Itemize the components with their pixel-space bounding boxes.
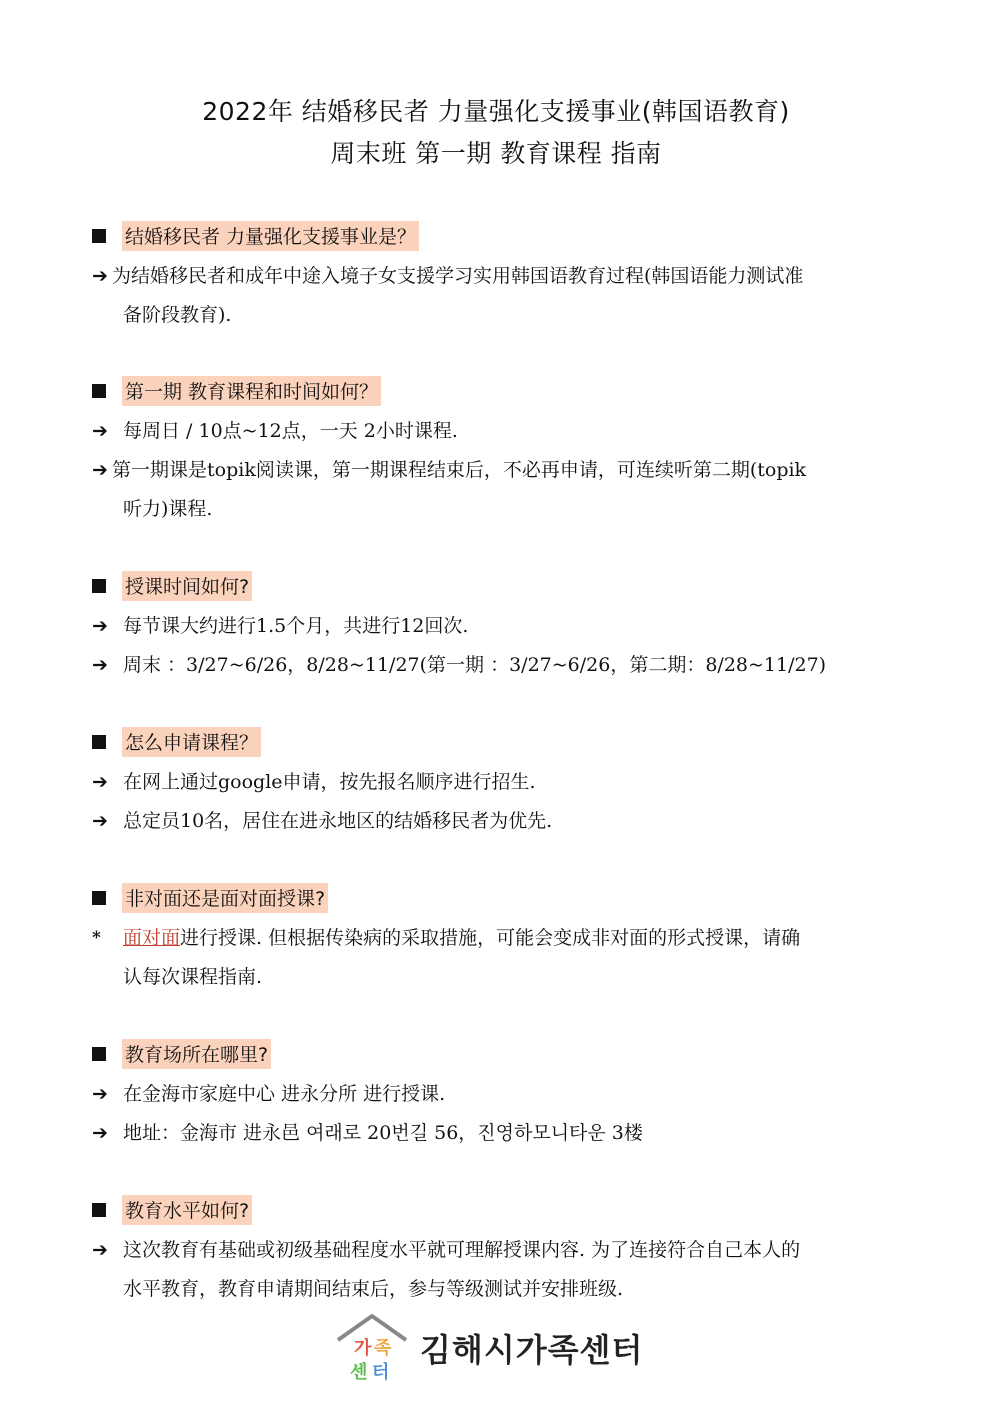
- arrow-icon: ➔: [92, 459, 108, 481]
- section-level: [92, 1195, 912, 1309]
- list-item-text: 周末 ：3/27~6/26，8/28~11/27(第一期 ：3/27~6/26，第二期：8/28~11/27): [123, 654, 827, 676]
- section-heading: [92, 1039, 912, 1069]
- section-heading: [92, 571, 912, 601]
- list-item-text: 地址：金海市 进永邑 여래로 20번길 56，진영하모니타운 3楼: [123, 1122, 643, 1144]
- list-item: [92, 451, 912, 529]
- section-heading-text: 非对面还是面对面授课?: [122, 883, 328, 913]
- arrow-icon: ➔: [92, 1239, 108, 1261]
- list-item-continuation: 水平教育，教育申请期间结束后，参与等级测试并安排班级.: [123, 1278, 624, 1300]
- asterisk-icon: *: [92, 928, 101, 948]
- section-heading-text: 结婚移民者 力量强化支援事业是？: [122, 221, 419, 251]
- arrow-icon: ➔: [92, 810, 108, 832]
- section-heading-text: 教育水平如何?: [122, 1195, 252, 1225]
- section-period: [92, 571, 912, 685]
- arrow-icon: ➔: [92, 1122, 108, 1144]
- section-course-time: [92, 376, 912, 529]
- logo-char: 족: [374, 1338, 392, 1359]
- section-heading: [92, 1195, 912, 1225]
- section-heading-text: 教育场所在哪里?: [122, 1039, 271, 1069]
- document-title-line1: 2022年 结婚移民者 力量强化支援事业(韩国语教育): [202, 97, 790, 126]
- square-bullet-icon: [92, 229, 106, 243]
- list-item: [92, 1114, 912, 1153]
- section-heading: [92, 376, 912, 406]
- square-bullet-icon: [92, 579, 106, 593]
- list-item: [92, 1231, 912, 1309]
- list-item: [92, 763, 912, 802]
- list-item-continuation: 认每次课程指南.: [123, 966, 263, 988]
- square-bullet-icon: [92, 1203, 106, 1217]
- arrow-icon: ➔: [92, 1083, 108, 1105]
- list-item: [92, 1075, 912, 1114]
- square-bullet-icon: [92, 735, 106, 749]
- logo-char: 센: [350, 1362, 368, 1383]
- list-item-text: 在网上通过google申请，按先报名顺序进行招生.: [123, 771, 536, 793]
- section-heading: [92, 883, 912, 913]
- logo-char: 가: [354, 1338, 372, 1359]
- list-item: [92, 646, 912, 685]
- family-center-logo: [332, 1310, 412, 1386]
- arrow-icon: ➔: [92, 265, 108, 287]
- list-item: [92, 607, 912, 646]
- section-heading-text: 授课时间如何?: [122, 571, 252, 601]
- section-location: [92, 1039, 912, 1153]
- section-heading: [92, 221, 912, 251]
- section-heading: [92, 727, 912, 757]
- square-bullet-icon: [92, 1047, 106, 1061]
- document-title-line2: 周末班 第一期 教育课程 指南: [330, 139, 662, 168]
- arrow-icon: ➔: [92, 615, 108, 637]
- house-roof-icon: [332, 1310, 412, 1386]
- emphasis-text: 面对面: [123, 927, 181, 949]
- list-item-text: 进行授课. 但根据传染病的采取措施，可能会变成非对面的形式授课，请确: [180, 927, 801, 949]
- square-bullet-icon: [92, 384, 106, 398]
- list-item-text: 总定员10名，居住在进永地区的结婚移民者为优先.: [123, 810, 553, 832]
- list-item: [92, 919, 912, 997]
- list-item-text: 在金海市家庭中心 进永分所 进行授课.: [123, 1083, 446, 1105]
- list-item: [92, 412, 912, 451]
- section-heading-text: 怎么申请课程？: [122, 727, 261, 757]
- list-item: [92, 257, 912, 335]
- arrow-icon: ➔: [92, 771, 108, 793]
- section-format: [92, 883, 912, 997]
- list-item-text: 这次教育有基础或初级基础程度水平就可理解授课内容. 为了连接符合自己本人的: [123, 1239, 801, 1261]
- list-item-text: 为结婚移民者和成年中途入境子女支援学习实用韩国语教育过程(韩国语能力测试准: [112, 265, 804, 287]
- list-item-text: 每周日 / 10点~12点，一天 2小时课程.: [123, 420, 458, 442]
- arrow-icon: ➔: [92, 420, 108, 442]
- footer-branding: [332, 1308, 672, 1388]
- organization-name: 김해시가족센터: [420, 1331, 644, 1369]
- list-item-text: 每节课大约进行1.5个月，共进行12回次.: [123, 615, 469, 637]
- square-bullet-icon: [92, 891, 106, 905]
- section-heading-text: 第一期 教育课程和时间如何？: [122, 376, 381, 406]
- list-item: [92, 802, 912, 841]
- section-what-is: [92, 221, 912, 335]
- list-item-text: 第一期课是topik阅读课，第一期课程结束后，不必再申请，可连续听第二期(topik: [112, 459, 807, 481]
- logo-char: 터: [372, 1362, 390, 1383]
- section-apply: [92, 727, 912, 841]
- arrow-icon: ➔: [92, 654, 108, 676]
- list-item-continuation: 听力)课程.: [123, 498, 213, 520]
- list-item-continuation: 备阶段教育).: [123, 304, 232, 326]
